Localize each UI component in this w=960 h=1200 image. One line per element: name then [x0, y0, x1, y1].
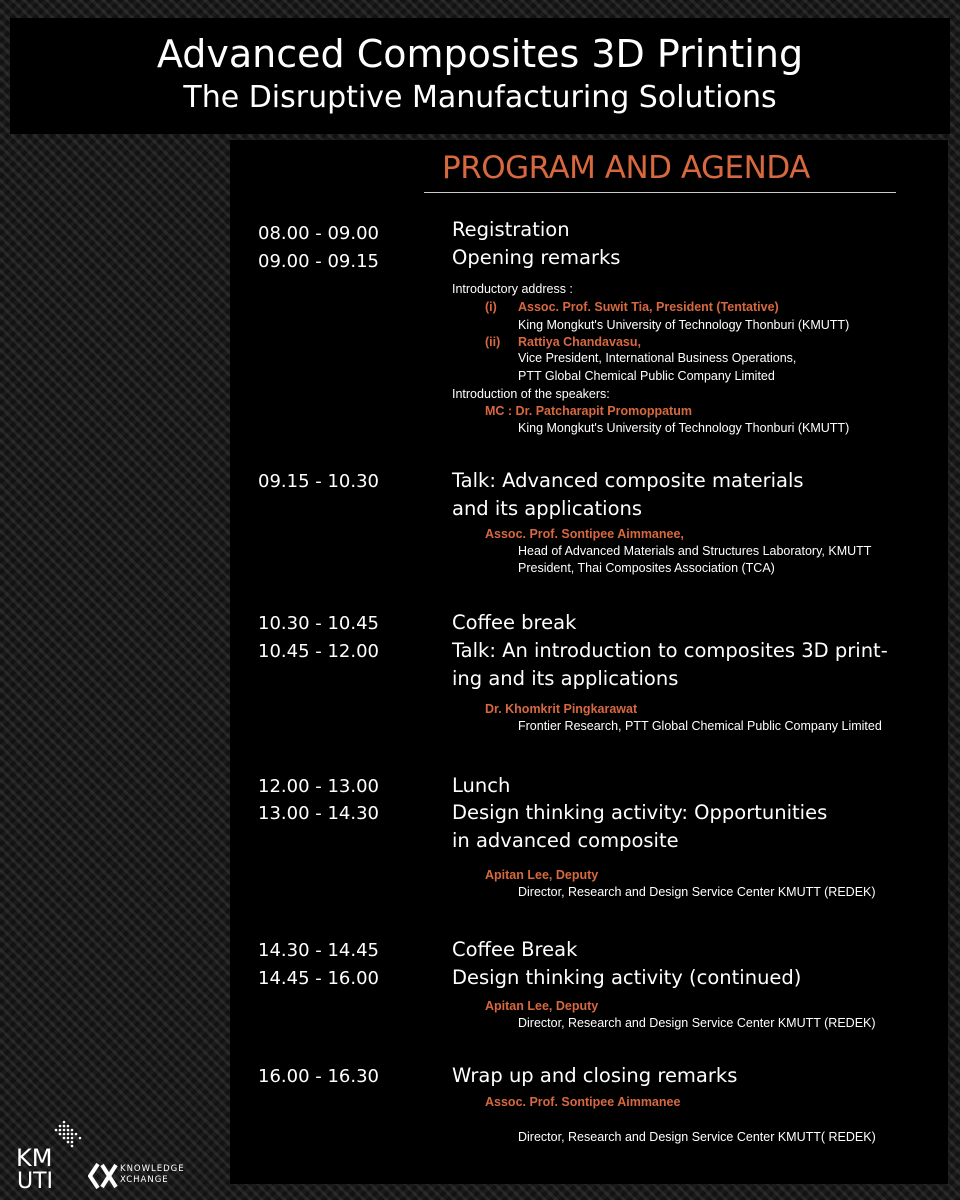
- agenda-item: Coffee Break: [452, 938, 578, 961]
- speaker-role: Frontier Research, PTT Global Chemical Public Company Limited: [518, 719, 882, 733]
- time-slot: 14.30 - 14.45: [258, 940, 379, 961]
- time-slot: 08.00 - 09.00: [258, 223, 379, 244]
- agenda-item: Talk: Advanced composite materials: [452, 469, 804, 492]
- kx-logo-text-2: XCHANGE: [120, 1175, 169, 1185]
- time-slot: 12.00 - 13.00: [258, 776, 379, 797]
- heading-divider: [424, 192, 896, 193]
- speaker-affiliation: King Mongkut's University of Technology Thonburi (KMUTT): [518, 421, 850, 435]
- event-header: [10, 18, 950, 134]
- speaker-role: Director, Research and Design Service Center KMUTT( REDEK): [518, 1130, 876, 1144]
- speaker-role: Vice President, International Business Operations,: [518, 351, 797, 365]
- kmutt-dot-grid-icon: [16, 1118, 86, 1190]
- speaker-name: Dr. Khomkrit Pingkarawat: [485, 702, 638, 716]
- kx-logo-text-1: KNOWLEDGE: [120, 1164, 185, 1174]
- agenda-panel: [230, 140, 948, 1184]
- speaker-name: Apitan Lee, Deputy: [485, 999, 599, 1013]
- time-slot: 10.45 - 12.00: [258, 641, 379, 662]
- intro-label: Introductory address :: [452, 282, 573, 296]
- speaker-name: Assoc. Prof. Suwit Tia, President (Tentative): [518, 300, 779, 314]
- list-number: (ii): [485, 335, 501, 349]
- knowledge-xchange-logo: [88, 1160, 218, 1192]
- speaker-affiliation: King Mongkut's University of Technology Thonburi (KMUTT): [518, 318, 850, 332]
- event-title: Advanced Composites 3D Printing: [156, 32, 804, 76]
- time-slot: 10.30 - 10.45: [258, 613, 379, 634]
- agenda-item: Design thinking activity (continued): [452, 966, 802, 989]
- speaker-name: Assoc. Prof. Sontipee Aimmanee: [485, 1095, 681, 1109]
- speakers-label: Introduction of the speakers:: [452, 387, 610, 401]
- agenda-item: Design thinking activity: Opportunities: [452, 801, 828, 824]
- kmutt-logo: [16, 1118, 86, 1190]
- agenda-item: Coffee break: [452, 611, 577, 634]
- speaker-role: President, Thai Composites Association (TCA): [518, 561, 775, 575]
- agenda-item: Wrap up and closing remarks: [452, 1064, 738, 1087]
- agenda-item-cont: ing and its applications: [452, 667, 679, 690]
- agenda-item-cont: in advanced composite: [452, 829, 679, 852]
- speaker-role: Director, Research and Design Service Center KMUTT (REDEK): [518, 885, 876, 899]
- speaker-name: Rattiya Chandavasu,: [518, 335, 641, 349]
- speaker-affiliation: PTT Global Chemical Public Company Limited: [518, 369, 775, 383]
- event-subtitle: The Disruptive Manufacturing Solutions: [183, 80, 777, 115]
- agenda-item-cont: and its applications: [452, 497, 643, 520]
- speaker-name: Apitan Lee, Deputy: [485, 868, 599, 882]
- agenda-item: Registration: [452, 218, 570, 241]
- agenda-item: Opening remarks: [452, 246, 621, 269]
- time-slot: 09.00 - 09.15: [258, 251, 379, 272]
- kmutt-logo-text-2: UTI: [17, 1169, 54, 1190]
- time-slot: 13.00 - 14.30: [258, 803, 379, 824]
- mc-name: MC : Dr. Patcharapit Promoppatum: [485, 404, 692, 418]
- speaker-role: Director, Research and Design Service Center KMUTT (REDEK): [518, 1016, 876, 1030]
- kx-chevron-icon: [88, 1161, 118, 1191]
- kmutt-logo-text-1: KM: [16, 1144, 53, 1172]
- time-slot: 16.00 - 16.30: [258, 1066, 379, 1087]
- list-number: (i): [485, 300, 497, 314]
- agenda-item: Talk: An introduction to composites 3D print-: [452, 639, 888, 662]
- speaker-name: Assoc. Prof. Sontipee Aimmanee,: [485, 527, 684, 541]
- speaker-role: Head of Advanced Materials and Structures Laboratory, KMUTT: [518, 544, 872, 558]
- time-slot: 09.15 - 10.30: [258, 471, 379, 492]
- agenda-heading: PROGRAM AND AGENDA: [442, 150, 810, 186]
- time-slot: 14.45 - 16.00: [258, 968, 379, 989]
- agenda-item: Lunch: [452, 774, 511, 797]
